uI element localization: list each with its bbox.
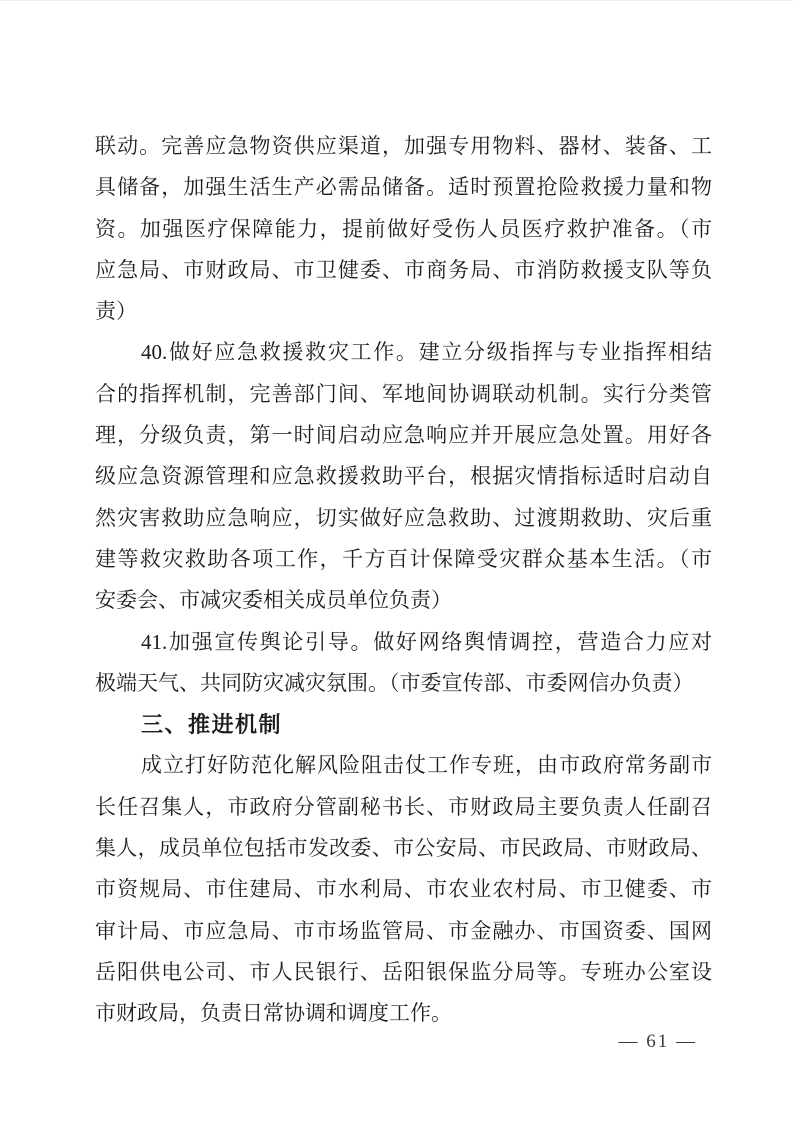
body-line-5: 责） [95,299,137,324]
body-line-19: 市资规局、市住建局、市水利局、市农业农村局、市卫健委、市 [95,877,712,902]
body-line-11: 建等救灾救助各项工作，千方百计保障受灾群众基本生活。（市 [95,546,712,571]
body-line-22: 市财政局，负责日常协调和调度工作。 [95,1001,452,1026]
body-line-8: 理，分级负责，第一时间启动应急响应并开展应急处置。用好各 [95,423,712,448]
body-line-2: 具储备，加强生活生产必需品储备。适时预置抢险救援力量和物 [95,175,712,200]
body-line-20: 审计局、市应急局、市市场监管局、市金融办、市国资委、国网 [95,918,712,943]
body-line-17: 长任召集人，市政府分管副秘书长、市财政局主要负责人任副召 [95,794,712,819]
page-number: — 61 — [618,1031,697,1052]
section-heading-line: 三、推进机制 [141,712,283,738]
paragraph-mechanism-start-line: 成立打好防范化解风险阻击仗工作专班，由市政府常务副市 [141,753,712,778]
document-body [95,126,712,1035]
body-line-12: 安委会、市减灾委相关成员单位负责） [95,588,452,613]
body-line-1: 联动。完善应急物资供应渠道，加强专用物料、器材、装备、工 [95,134,712,158]
body-line-9: 级应急资源管理和应急救援救助平台，根据灾情指标适时启动自 [95,464,712,489]
body-line-4: 应急局、市财政局、市卫健委、市商务局、市消防救援支队等负 [95,257,712,282]
body-line-14: 极端天气、共同防灾减灾氛围。（市委宣传部、市委网信办负责） [95,670,694,695]
body-line-3: 资。加强医疗保障能力，提前做好受伤人员医疗救护准备。（市 [95,216,712,241]
body-line-21: 岳阳供电公司、市人民银行、岳阳银保监分局等。专班办公室设 [95,959,712,984]
paragraph-41-start-line: 41.加强宣传舆论引导。做好网络舆情调控，营造合力应对 [141,629,712,654]
paragraph-40-start-line: 40.做好应急救援救灾工作。建立分级指挥与专业指挥相结 [141,340,712,365]
body-line-7: 合的指挥机制，完善部门间、军地间协调联动机制。实行分类管 [95,381,712,406]
body-line-10: 然灾害救助应急响应，切实做好应急救助、过渡期救助、灾后重 [95,505,712,530]
body-line-18: 集人，成员单位包括市发改委、市公安局、市民政局、市财政局、 [95,836,712,861]
